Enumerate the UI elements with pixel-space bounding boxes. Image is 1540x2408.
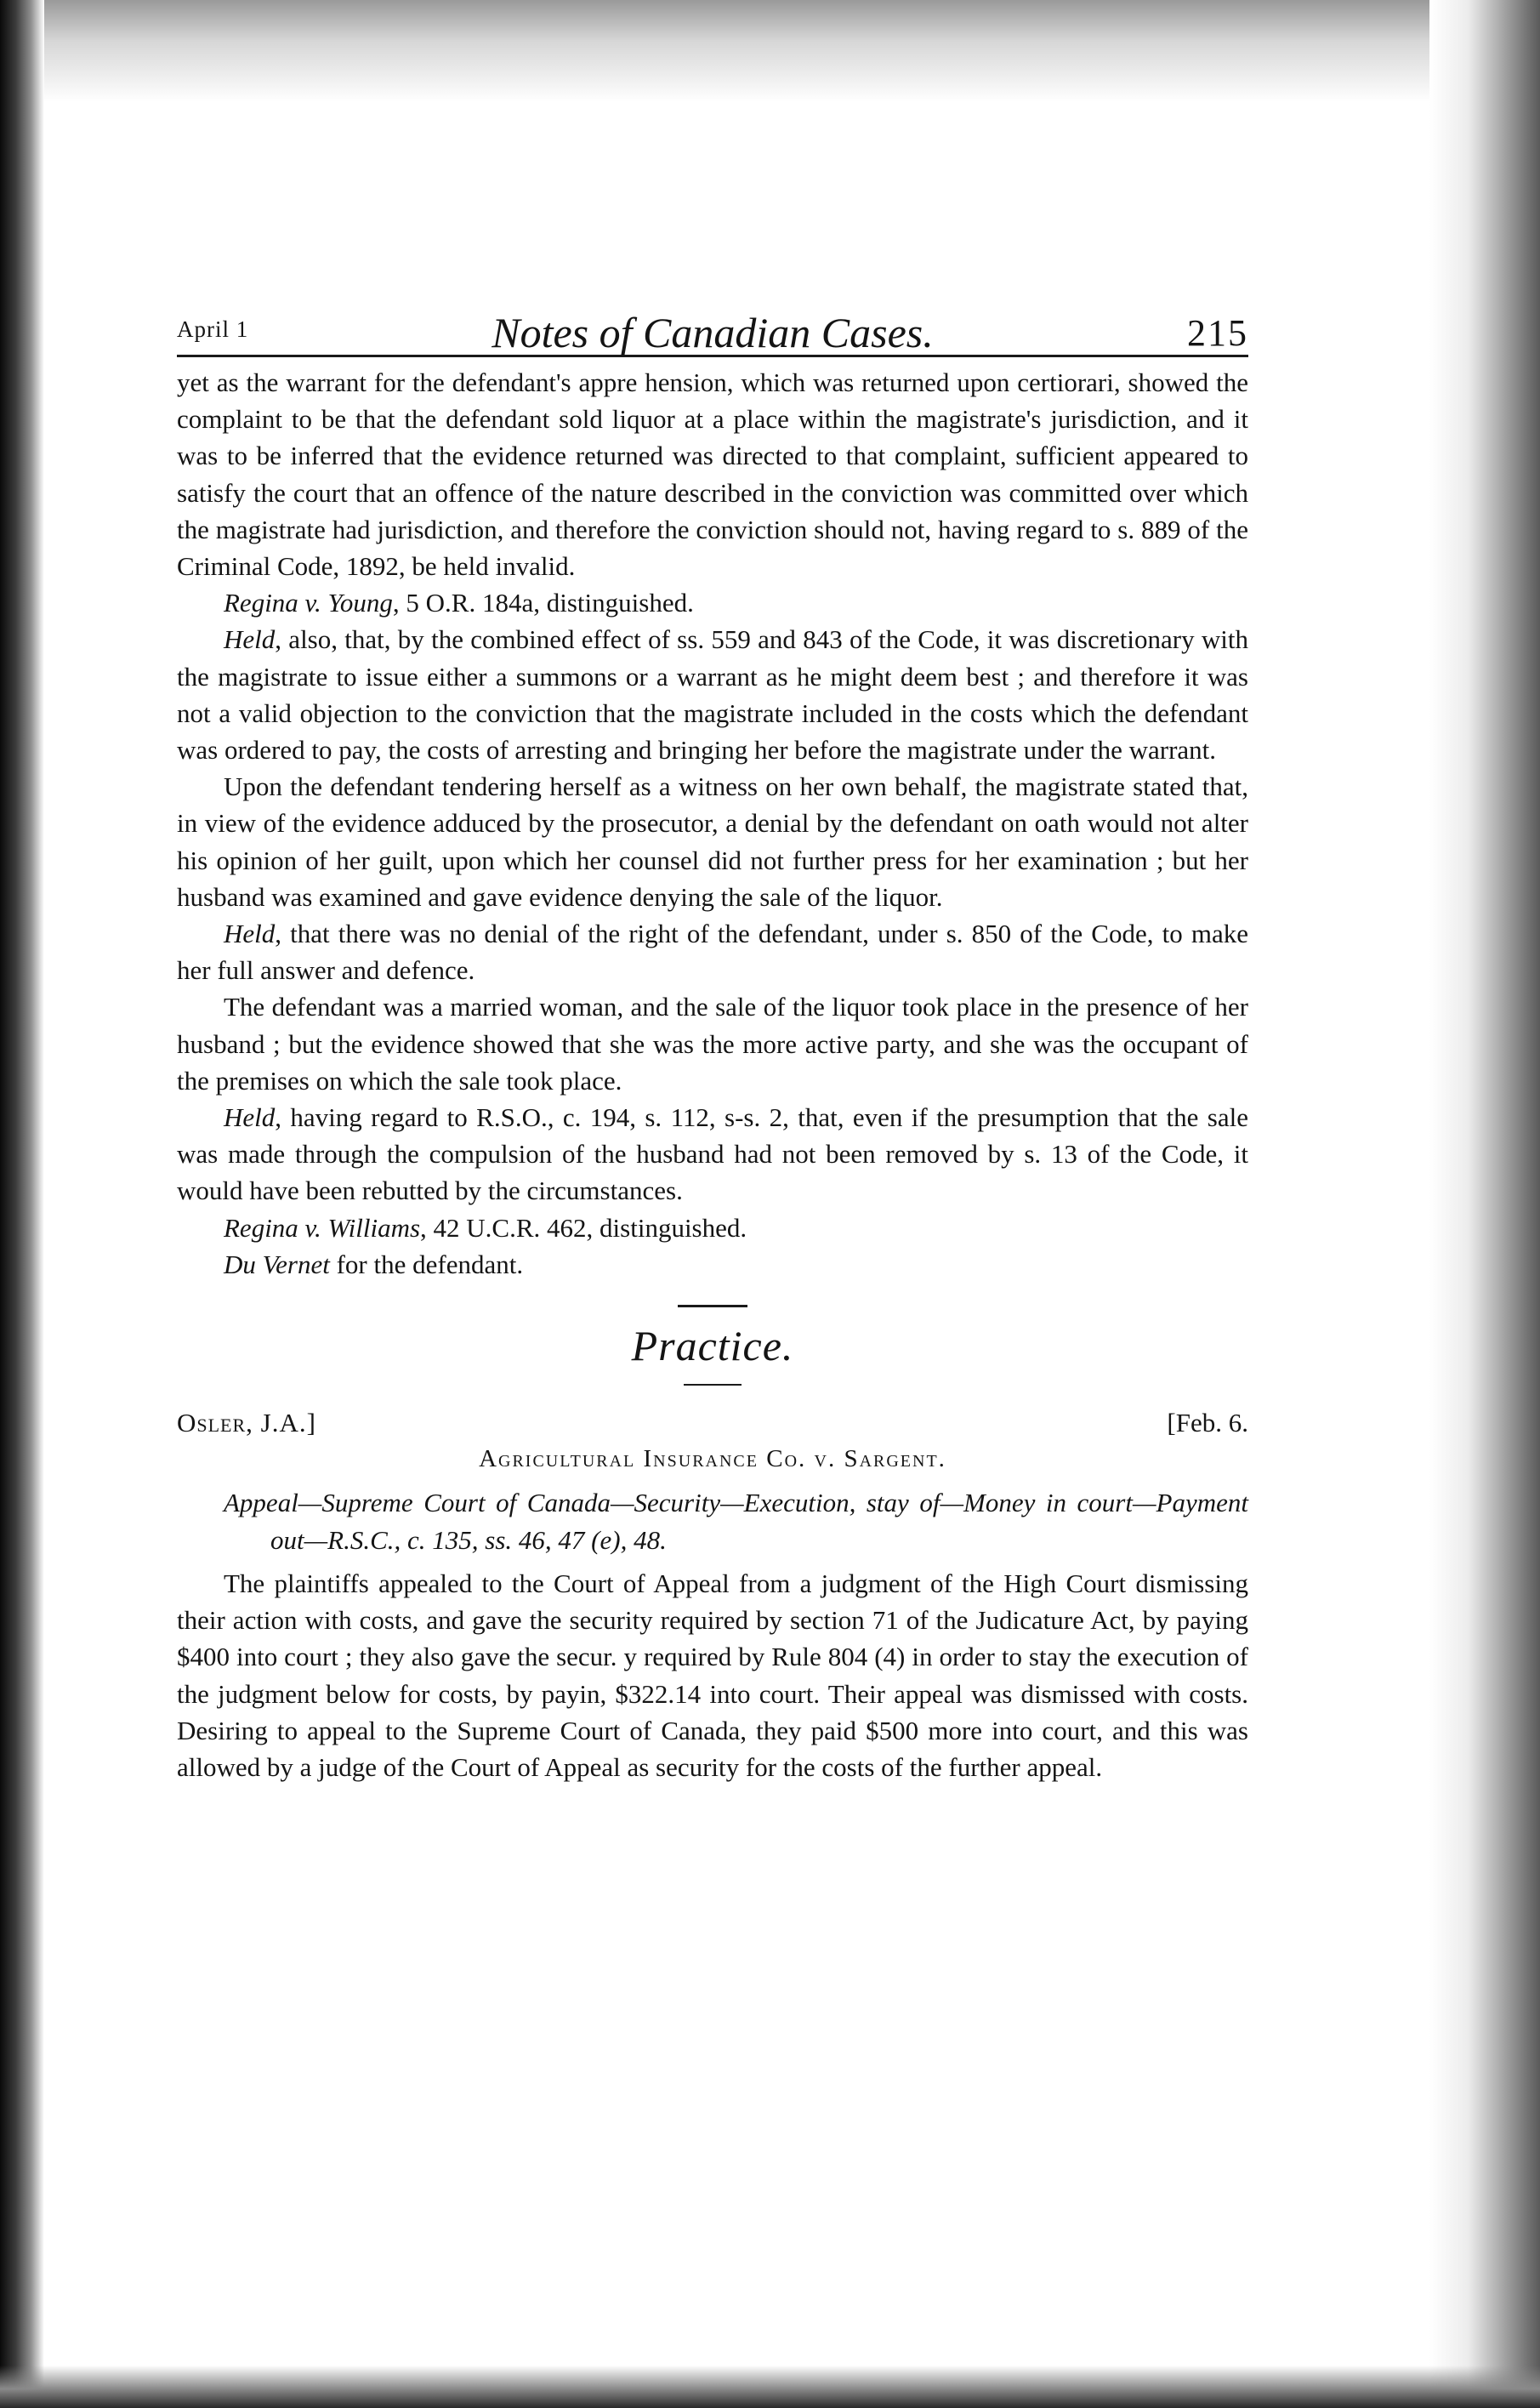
scan-edge-top <box>0 0 1540 102</box>
headnote: Appeal—Supreme Court of Canada—Security—Execution, stay of—Money in court—Payment out—R.S.C., c. 135, ss. 46, 47 (e), 48. <box>224 1488 1248 1555</box>
paragraph: The defendant was a married woman, and the sale of the liquor took place in the presence of her husband ; but the evidence showed that she was the more active party, and she was the occupant of the premises on which the sale took place. <box>177 992 1248 1096</box>
paragraph <box>177 621 1248 768</box>
section-divider <box>684 1384 742 1386</box>
case-citation <box>177 1210 1248 1246</box>
document-page <box>177 285 1248 1785</box>
case-citation <box>177 584 1248 621</box>
document-body <box>177 357 1248 1785</box>
scan-edge-right <box>1429 0 1540 2408</box>
paragraph-text: , having regard to R.S.O., c. 194, s. 112, s-s. 2, that, even if the presumption that the sale was made through the compulsion of the husband had not been removed by s. 13 of the Code, it would have been rebutted by the circumstances. <box>177 1102 1248 1206</box>
judge-name: Osler, J.A.] <box>177 1408 316 1438</box>
paragraph-text: , that there was no denial of the right of the defendant, under s. 850 of the Code, to make her full answer and defence. <box>177 919 1248 986</box>
held-label: Held <box>224 919 276 949</box>
page-number: 215 <box>1187 311 1248 354</box>
scan-edge-bottom <box>0 2365 1540 2408</box>
counsel-name: Du Vernet <box>224 1249 330 1279</box>
paragraph-text: , also, that, by the combined effect of ss. 559 and 843 of the Code, it was discretionary with the magistrate to issue either a summons or a warrant as he might deem best ; and therefore it was not a valid objection to the conviction that the magistrate included in the costs which the defendant was ordered to pay, the costs of arresting and bringing her before the magistrate under the warrant. <box>177 624 1248 766</box>
case-name: Regina v. Williams <box>224 1212 421 1243</box>
header-title: Notes of Canadian Cases. <box>492 308 934 356</box>
section-title: Practice. <box>631 1322 794 1370</box>
citation-detail: , 5 O.R. 184a, distinguished. <box>392 588 694 618</box>
running-header <box>177 285 1248 357</box>
paragraph <box>177 915 1248 988</box>
held-label: Held <box>224 1102 276 1133</box>
section-divider <box>678 1305 747 1307</box>
paragraph: yet as the warrant for the defendant's appre hension, which was returned upon certiorari, showed the complaint to be that the defendant sold liquor at a place within the magistrate's jurisdiction, and it was to be inferred that the evidence returned was directed to that complaint, sufficient appeared to satisfy the court that an offence of the nature described in the conviction was committed over which the magistrate had jurisdiction, and therefore the conviction should not, having regard to s. 889 of the Criminal Code, 1892, be held invalid. <box>177 367 1248 582</box>
decision-date: [Feb. 6. <box>1167 1408 1248 1438</box>
judge-date-row <box>177 1404 1248 1441</box>
held-label: Held <box>224 624 276 655</box>
header-date: April 1 <box>177 316 249 342</box>
paragraph <box>177 1099 1248 1210</box>
counsel-role: for the defendant. <box>329 1249 524 1279</box>
citation-detail: , 42 U.C.R. 462, distinguished. <box>420 1212 747 1243</box>
scan-edge-left <box>0 0 44 2408</box>
case-title: Agricultural Insurance Co. v. Sargent. <box>479 1445 946 1473</box>
counsel-line <box>177 1246 1248 1283</box>
paragraph: The plaintiffs appealed to the Court of Appeal from a judgment of the High Court dismissing their action with costs, and gave the security required by section 71 of the Judicature Act, by paying $400 into court ; they also gave the secur. y required by Rule 804 (4) in order to stay the execution of the judgment below for costs, by payin, $322.14 into court. Their appeal was dismissed with costs. Desiring to appeal to the Supreme Court of Canada, they paid $500 more into court, and this was allowed by a judge of the Court of Appeal as security for the costs of the further appeal. <box>177 1568 1248 1782</box>
paragraph: Upon the defendant tendering herself as a witness on her own behalf, the magistrate stated that, in view of the evidence adduced by the prosecutor, a denial by the defendant on oath would not alter his opinion of her guilt, upon which her counsel did not further press for her examination ; but her husband was examined and gave evidence denying the sale of the liquor. <box>177 771 1248 912</box>
case-name: Regina v. Young <box>224 588 393 618</box>
headnote-block <box>177 1484 1248 1557</box>
